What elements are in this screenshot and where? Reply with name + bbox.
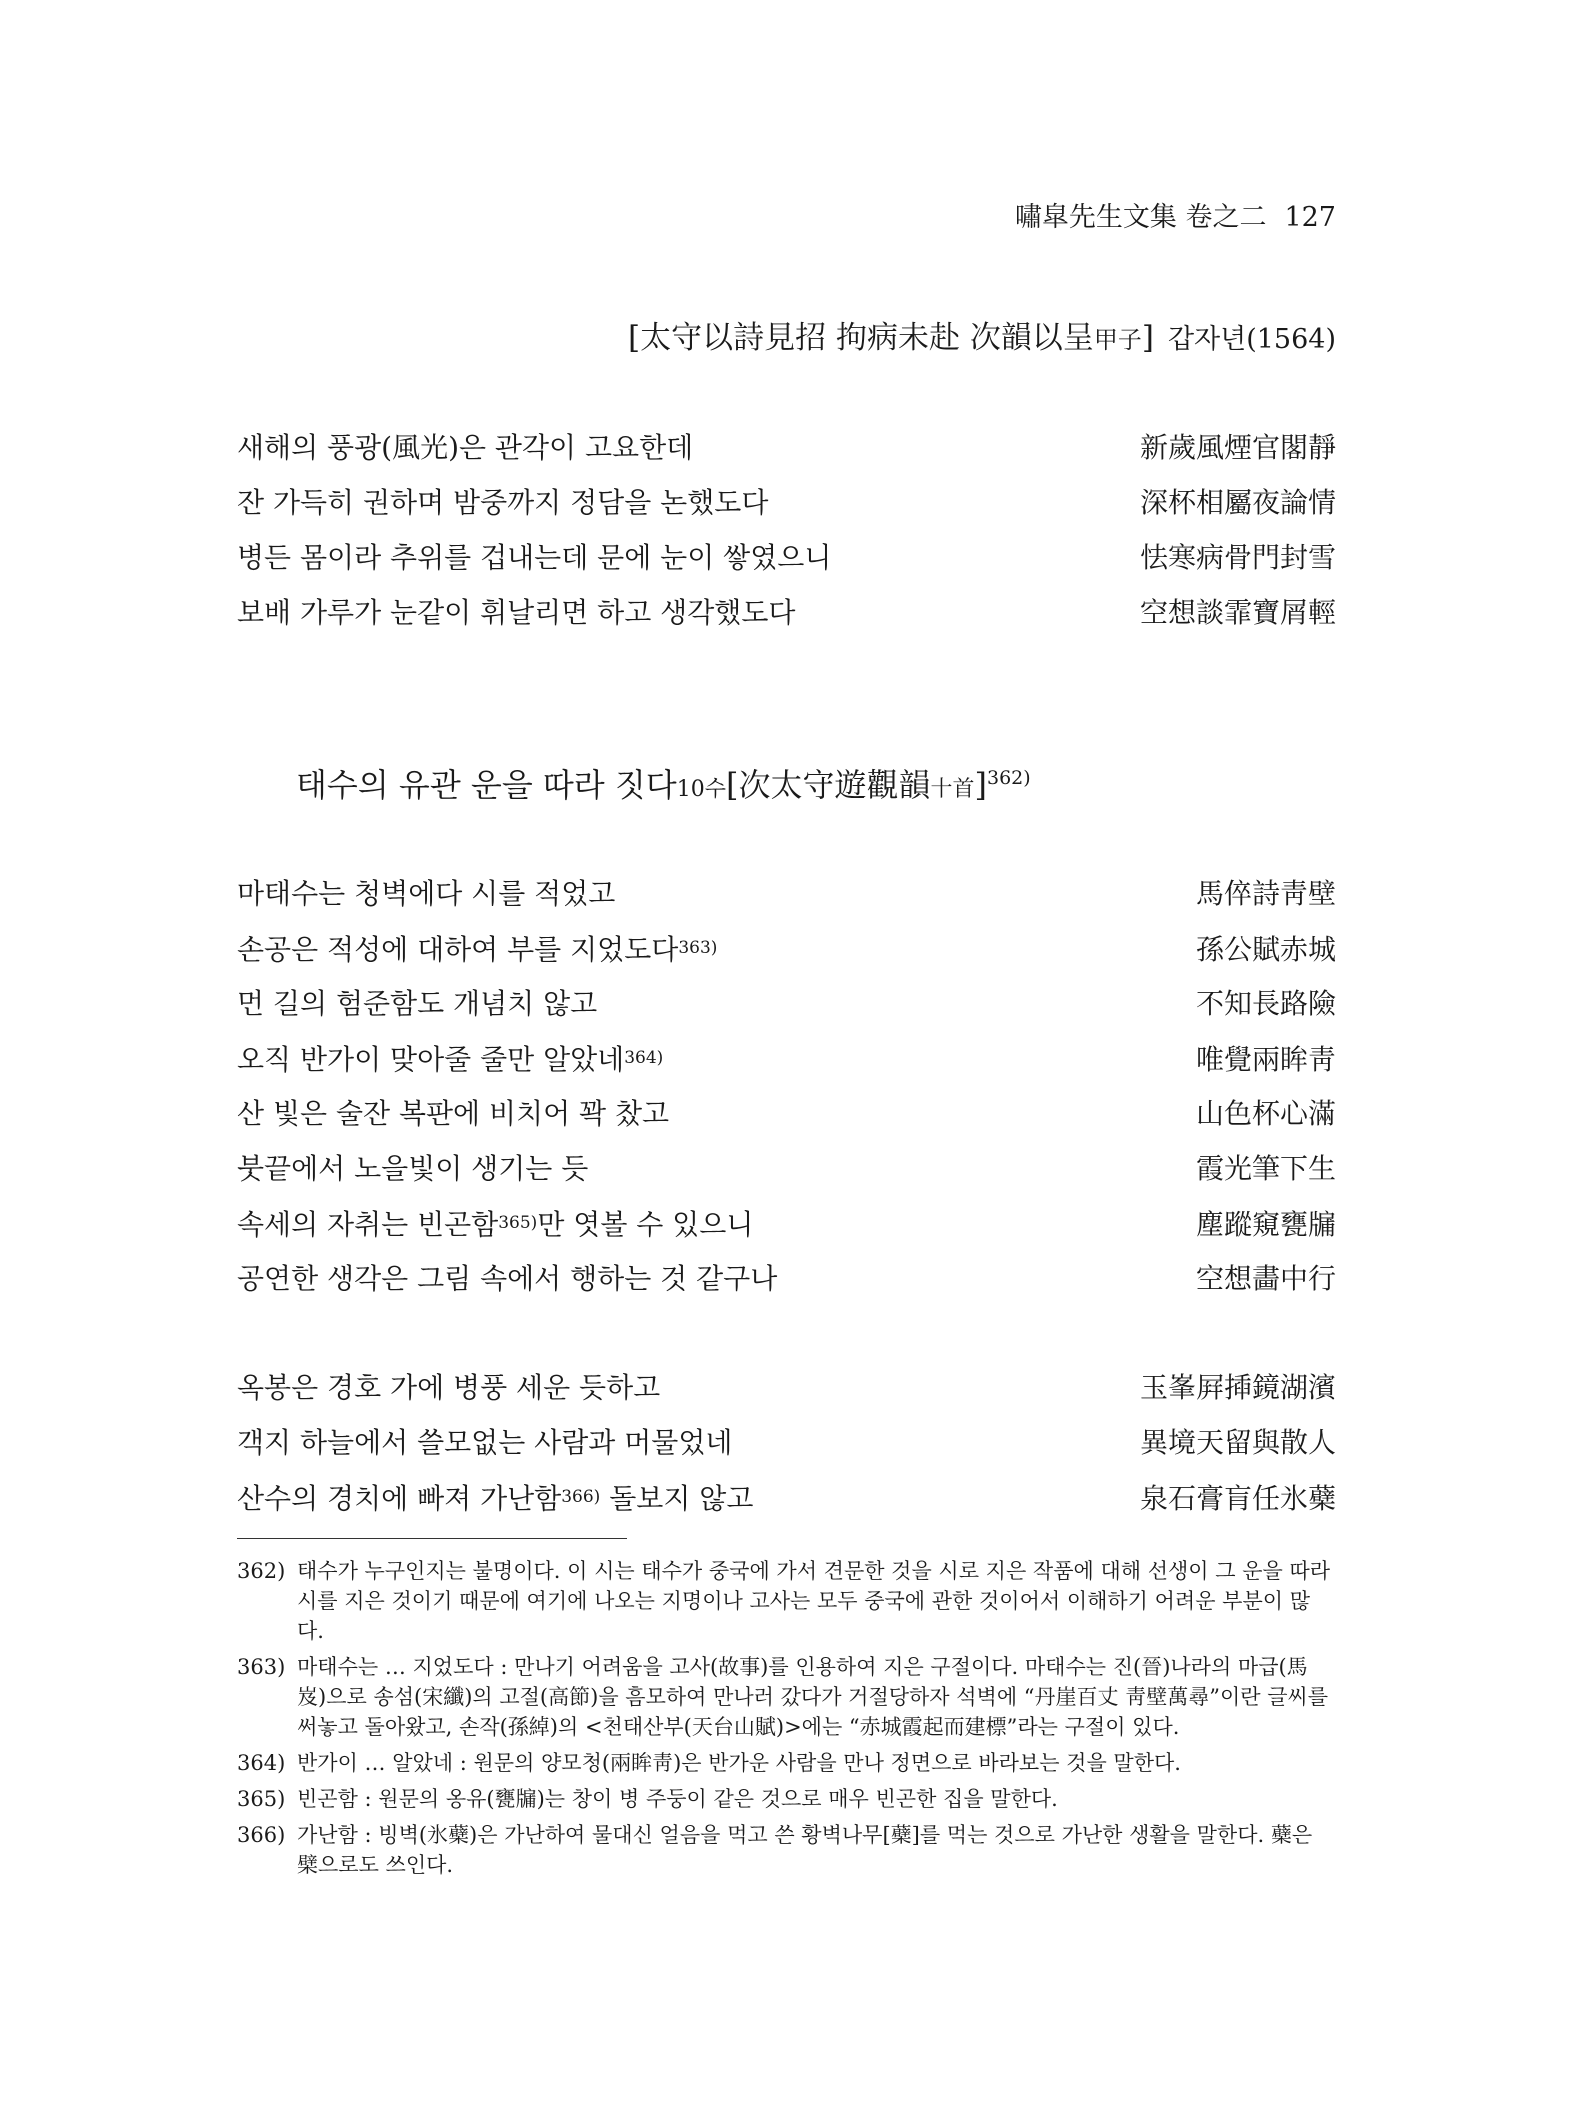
- poem-line: 붓끝에서 노을빛이 생기는 듯 霞光筆下生: [237, 1152, 1336, 1185]
- poem1-body: [237, 420, 1336, 640]
- poem-line: 공연한 생각은 그림 속에서 행하는 것 같구나 空想畵中行: [237, 1262, 1336, 1295]
- poem-line: 산 빛은 술잔 복판에 비치어 꽉 찼고 山色杯心滿: [237, 1097, 1336, 1130]
- poem-line: 손공은 적성에 대하여 부를 지었도다$^{363)}$ 孫公賦赤城: [237, 933, 1336, 966]
- running-header: [1015, 195, 1336, 234]
- poem-line: 객지 하늘에서 쓸모없는 사람과 머물었네 異境天留與散人: [237, 1426, 1336, 1459]
- poem1-title: [太守以詩見招 拘病未赴 次韻以呈甲子] 갑자년(1564): [628, 320, 1336, 356]
- poem-line: 속세의 자취는 빈곤함$^{365)}$만 엿볼 수 있으니 塵蹤窺甕牖: [237, 1208, 1336, 1241]
- poem-line: 병든 몸이라 추위를 겁내는데 문에 눈이 쌓였으니 怯寒病骨門封雪: [237, 541, 1336, 574]
- poem2-stanza1: [237, 866, 1336, 1306]
- footnote-ref: 366): [561, 1487, 601, 1507]
- poem-line: 먼 길의 험준함도 개념치 않고 不知長路險: [237, 987, 1336, 1020]
- footnote: 362) 태수가 누구인지는 불명이다. 이 시는 태수가 중국에 가서 견문한 것을 시로 지은 작품에 대해 선생이 그 운을 따라 시를 지은 것이기 때문에 여기에 나오는 지명이나 고사는 모두 중국에 관한 것이어서 이해하기 어려운 부분이 많다.: [237, 1559, 1331, 1643]
- footnote-ref: 363): [678, 938, 718, 958]
- poem-line: 마태수는 청벽에다 시를 적었고 馬倅詩靑壁: [237, 877, 1336, 910]
- poem1-year: 갑자년(1564): [1167, 324, 1336, 355]
- footnote-ref: 364): [624, 1048, 664, 1068]
- footnotes: [237, 1556, 1336, 1886]
- poem-line: 보배 가루가 눈같이 휘날리면 하고 생각했도다 空想談霏寶屑輕: [237, 596, 1336, 629]
- footnote: 364) 반가이 … 알았네 : 원문의 양모청(兩眸靑)은 반가운 사람을 만나 정면으로 바라보는 것을 말한다.: [237, 1751, 1181, 1775]
- page-number: 127: [1284, 202, 1336, 233]
- footnote-ref: 365): [498, 1213, 538, 1233]
- poem-line: 오직 반가이 맞아줄 줄만 알았네$^{364)}$ 唯覺兩眸靑: [237, 1043, 1336, 1076]
- footnote: 363) 마태수는 … 지었도다 : 만나기 어려움을 고사(故事)를 인용하여 지은 구절이다. 마태수는 진(晉)나라의 마급(馬岌)으로 송섬(宋纖)의 고절(高節)을 흠모하여 만나러 갔다가 거절당하자 석벽에 “丹崖百丈 靑壁萬尋”이란 글씨를 써놓고 돌아왔고, 손작(孫綽)의 <천태산부(天台山賦)>에는 “赤城霞起而建標”라는 구절이 있다.: [237, 1655, 1329, 1739]
- poem-line: 잔 가득히 권하며 밤중까지 정담을 논했도다 深杯相屬夜論情: [237, 486, 1336, 519]
- footnote-divider: [237, 1538, 627, 1539]
- footnote: 365) 빈곤함 : 원문의 옹유(甕牖)는 창이 병 주둥이 같은 것으로 매우 빈곤한 집을 말한다.: [237, 1787, 1058, 1811]
- poem-line: 옥봉은 경호 가에 병풍 세운 듯하고 玉峯屛揷鏡湖濱: [237, 1371, 1336, 1404]
- footnote: 366) 가난함 : 빙벽(氷蘗)은 가난하여 물대신 얼음을 먹고 쓴 황벽나무[蘗]를 먹는 것으로 가난한 생활을 말한다. 蘗은 檗으로도 쓰인다.: [237, 1823, 1313, 1877]
- poem2-title: 태수의 유관 운을 따라 짓다10수[次太守遊觀韻十首]$^{362)}$: [296, 766, 1031, 804]
- poem-line: 새해의 풍광(風光)은 관각이 고요한데 新歲風煙官閣靜: [237, 431, 1336, 464]
- header-title: 嘯皐先生文集 卷之二: [1014, 202, 1267, 233]
- poem-line: 산수의 경치에 빠져 가난함$^{366)}$ 돌보지 않고 泉石膏肓任氷蘗: [237, 1482, 1336, 1515]
- footnote-ref: 362): [986, 767, 1031, 789]
- poem2-stanza2: [237, 1360, 1336, 1525]
